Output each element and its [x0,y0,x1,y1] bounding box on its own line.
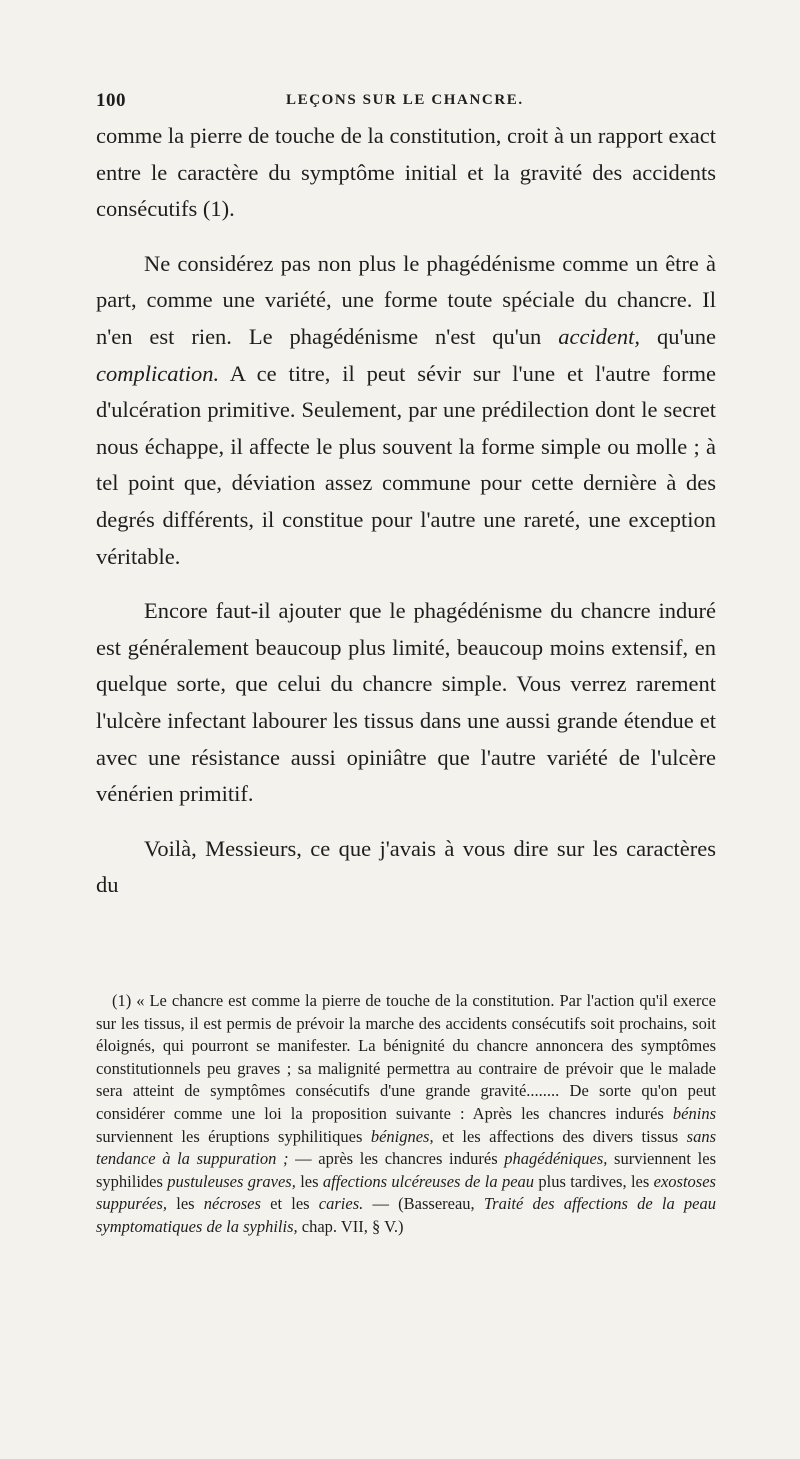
paragraph-1-text: comme la pierre de touche de la constitution, croit à un rapport exact entre le caractère du symptôme initial et la gravité des accidents consécutifs (1). [96,123,716,222]
footnote-text-8: les [167,1194,204,1214]
paragraph-2-text-c: A ce titre, il peut sévir sur l'une et l'autre forme d'ulcération primitive. Seulement, par une prédilection dont le secret nous échappe, il affecte le plus souvent la forme simple ou molle ; à tel point que, déviation assez commune pour cette dernière à des degrés différents, il constitue pour l'autre une rareté, une exception véritable. [96,360,716,569]
footnote-text-11: chap. VII, § V.) [297,1216,404,1236]
footnote-emphasis-6: affections ulcéreuses de la peau [322,1171,535,1191]
footnote-text-7: plus tardives, les [534,1171,654,1191]
emphasis-accident: accident, [558,323,641,349]
paragraph-1 [96,118,716,228]
footnote-emphasis-7: exostoses suppurées, [96,1171,716,1214]
paragraph-2-text-a: Ne considérez pas non plus le phagédénisme comme un être à part, comme une variété, une forme toute spéciale du chancre. Il n'en est rien. Le phagédénisme n'est qu'un [96,250,716,349]
footnote-text-1: (1) « Le chancre est comme la pierre de touche de la constitution. Par l'action qu'il exerce sur les tissus, il est permis de prévoir la marche des accidents consécutifs soit prochains, soit éloignés, qui pourront se manifester. La bénignité du chancre annoncera des symptômes constitutionnels peu graves ; sa malignité permettra au contraire de prévoir que le malade sera atteint de symptômes consécutifs d'une grande gravité........ De sorte qu'on peut considérer comme une loi la proposition suivante : Après les chancres indurés [96,991,716,1123]
paragraph-4-text: Voilà, Messieurs, ce que j'avais à vous dire sur les caractères du [96,835,716,898]
footnote-emphasis-2: bénignes, [370,1126,434,1146]
paragraph-3-text: Encore faut-il ajouter que le phagédénisme du chancre induré est généralement beaucoup plus limité, beaucoup moins extensif, en quelque sorte, que celui du chancre simple. Vous verrez rarement l'ulcère infectant labourer les tissus dans une aussi grande étendue et avec une résistance aussi opiniâtre que l'autre variété de l'ulcère vénérien primitif. [96,598,716,807]
running-head: LEÇONS SUR LE CHANCRE. [286,92,524,108]
footnote-text-9: et les [260,1194,319,1214]
footnote [96,990,716,1239]
footnote-text-5: surviennent les syphilides [96,1149,716,1191]
paragraph-3 [96,593,716,813]
page-number: 100 [96,90,126,111]
footnote-text-6: les [295,1171,323,1191]
footnote-text-3: et les affections des divers tissus [433,1126,687,1146]
paragraph-2 [96,246,716,575]
footnote-emphasis-3: sans tendance à la suppuration ; [96,1126,716,1169]
main-text [96,118,716,904]
footnote-emphasis-9: caries. [318,1194,364,1214]
footnote-paragraph [96,990,716,1239]
footnote-emphasis-5: pustuleuses graves, [167,1171,296,1191]
footnote-text-2: surviennent les éruptions syphilitiques [96,1126,371,1146]
emphasis-complication: complication. [96,360,220,386]
footnote-emphasis-4: phagédéniques, [504,1149,608,1169]
paragraph-2-text-b: qu'une [640,323,716,349]
footnote-emphasis-1: bénins [672,1103,716,1123]
footnote-emphasis-8: nécroses [203,1194,261,1214]
paragraph-4 [96,831,716,904]
footnote-emphasis-10: Traité des affections de la peau symptomatiques de la syphilis, [96,1194,716,1236]
footnote-text-10: — (Bassereau, [363,1194,484,1214]
footnote-text-4: — après les chancres indurés [288,1149,505,1169]
page-header [96,90,716,114]
